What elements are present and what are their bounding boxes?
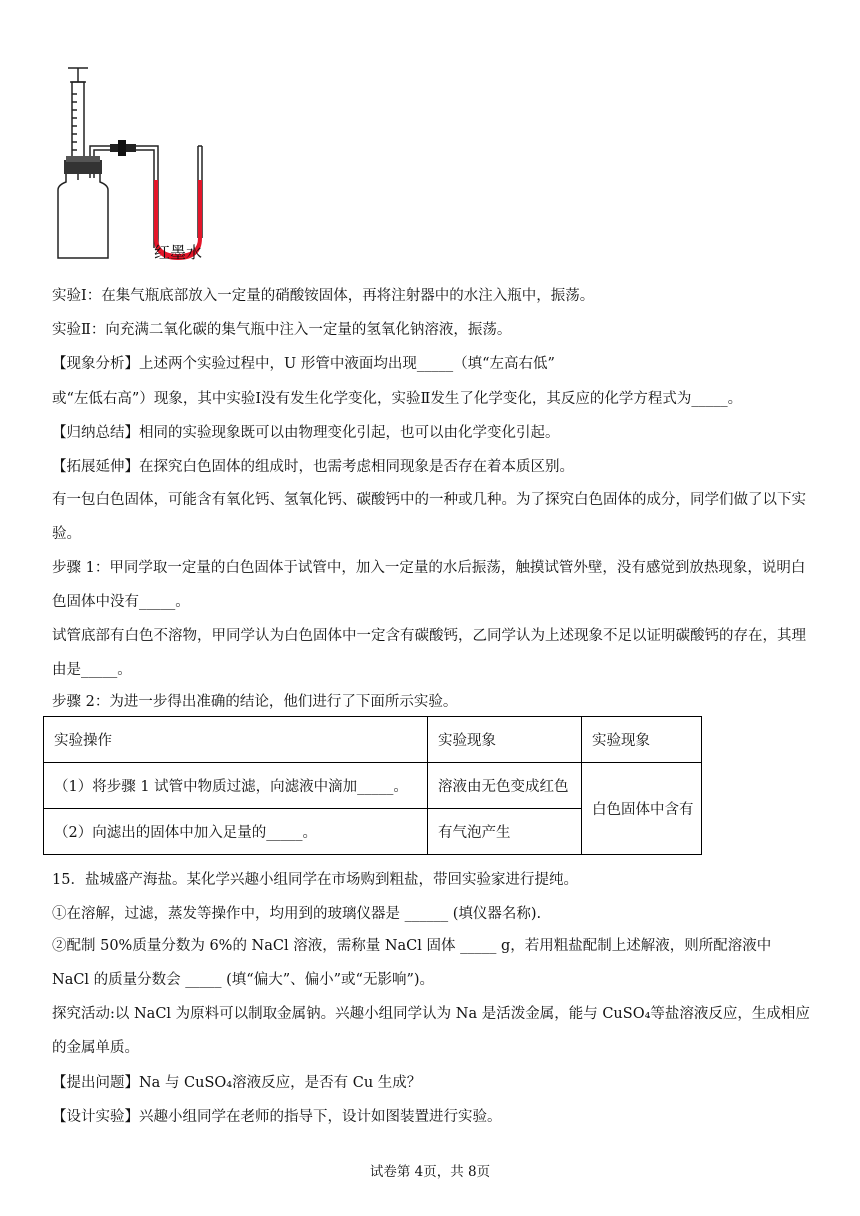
page-footer: 试卷第 4页，共 8页 [369, 1164, 491, 1180]
bottom-residue-text: 试管底部有白色不溶物，甲同学认为白色固体中一定含有碳酸钙，乙同学认为上述现象不足以证明碳酸钙的存在，其理由是_____。 [52, 628, 806, 678]
question-15-text: 15．盐城盛产海盐。某化学兴趣小组同学在市场购到粗盐，带回实验家进行提纯。 [52, 872, 578, 888]
row2-phenomenon: 有气泡产生 [428, 809, 582, 855]
experiment-2-text: 实验Ⅱ：向充满二氧化碳的集气瓶中注入一定量的氢氧化钠溶液，振荡。 [52, 322, 512, 338]
figure-label: 红墨水 [154, 243, 203, 262]
row1-phenomenon: 溶液由无色变成红色 [428, 763, 582, 809]
table-row [44, 763, 702, 809]
apparatus-figure [48, 60, 228, 269]
analysis-text-2: 或“左低右高”）现象，其中实验Ⅰ没有发生化学变化，实验Ⅱ发生了化学变化，其反应的化学方程式为_____。 [52, 391, 743, 407]
step1-text: 步骤 1：甲同学取一定量的白色固体于试管中，加入一定量的水后振荡，触摸试管外壁，没有感觉到放热现象，说明白色固体中没有_____。 [52, 560, 806, 610]
analysis-text-1: 【现象分析】上述两个实验过程中，U 形管中液面均出现_____（填“左高右低” [52, 356, 555, 372]
extension-text: 【拓展延伸】在探究白色固体的组成时，也需考虑相同现象是否存在着本质区别。 [52, 459, 574, 475]
experiment-table [43, 716, 702, 855]
apparatus-diagram [48, 60, 228, 265]
header-phenomenon-2: 实验现象 [582, 717, 702, 763]
merged-conclusion: 白色固体中含有 [582, 763, 702, 855]
row2-operation: （2）向滤出的固体中加入足量的_____。 [44, 809, 428, 855]
question-text: 【提出问题】Na 与 CuSO₄溶液反应，是否有 Cu 生成？ [52, 1075, 422, 1091]
explore-text: 探究活动:以 NaCl 为原料可以制取金属钠。兴趣小组同学认为 Na 是活泼金属，能与 CuSO₄等盐溶液反应，生成相应的金属单质。 [52, 1006, 810, 1056]
experiment-1-text: 实验Ⅰ：在集气瓶底部放入一定量的硝酸铵固体，再将注射器中的水注入瓶中，振荡。 [52, 288, 595, 304]
question-15-part1: ①在溶解，过滤，蒸发等操作中，均用到的玻璃仪器是 ______ (填仪器名称). [52, 906, 542, 922]
question-15-part2: ②配制 50%质量分数为 6%的 NaCl 溶液，需称量 NaCl 固体 _____ g，若用粗盐配制上述解液，则所配溶液中 NaCl 的质量分数会 _____ (填“偏大”、偏小”或“无影响”)。 [52, 938, 772, 988]
header-operation: 实验操作 [44, 717, 428, 763]
summary-text: 【归纳总结】相同的实验现象既可以由物理变化引起，也可以由化学变化引起。 [52, 425, 560, 441]
row1-operation: （1）将步骤 1 试管中物质过滤，向滤液中滴加_____。 [44, 763, 428, 809]
design-text: 【设计实验】兴趣小组同学在老师的指导下，设计如图装置进行实验。 [52, 1109, 502, 1125]
step2-text: 步骤 2：为进一步得出准确的结论，他们进行了下面所示实验。 [52, 694, 458, 710]
header-phenomenon: 实验现象 [428, 717, 582, 763]
table-header-row [44, 717, 702, 763]
white-solid-text: 有一包白色固体，可能含有氧化钙、氢氧化钙、碳酸钙中的一种或几种。为了探究白色固体的成分，同学们做了以下实验。 [52, 492, 806, 542]
